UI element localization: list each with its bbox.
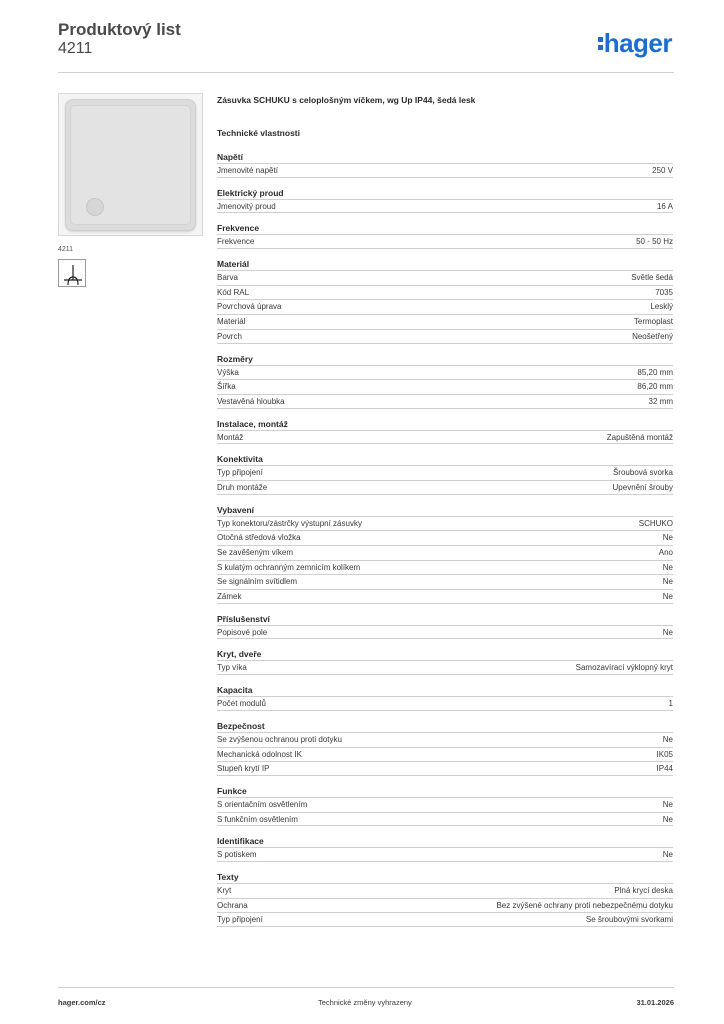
- spec-row: [217, 329, 673, 344]
- image-caption: 4211: [58, 246, 74, 253]
- section-title: Identifikace: [217, 836, 264, 847]
- spec-row: [217, 314, 673, 329]
- spec-value: Lesklý: [650, 302, 673, 312]
- spec-label: Ochrana: [217, 900, 248, 910]
- spec-label: Se zvýšenou ochranou proti dotyku: [217, 734, 342, 744]
- spec-label: Povrch: [217, 331, 242, 341]
- spec-value: 50 - 50 Hz: [636, 237, 673, 247]
- spec-row: [217, 163, 673, 178]
- spec-value: Světle šedá: [631, 273, 673, 283]
- spec-value: Ne: [662, 814, 673, 824]
- spec-label: S potiskem: [217, 850, 257, 860]
- spec-row: [217, 732, 673, 747]
- spec-label: Výška: [217, 367, 239, 377]
- spec-label: S kulatým ochranným zemnicím kolíkem: [217, 562, 361, 572]
- spec-section: [217, 453, 673, 494]
- specification-column: [217, 95, 673, 927]
- section-title: Vybavení: [217, 504, 255, 515]
- footer-divider: [58, 987, 674, 988]
- spec-row: [217, 199, 673, 214]
- section-title: Funkce: [217, 785, 247, 796]
- spec-row: [217, 285, 673, 300]
- spec-value: Ne: [662, 592, 673, 602]
- document-title: Produktový list: [58, 20, 181, 39]
- spec-row: [217, 379, 673, 394]
- spec-value: 85,20 mm: [637, 367, 673, 377]
- socket-cable-hole: [86, 198, 104, 216]
- spec-label: Popisové pole: [217, 627, 268, 637]
- section-title: Napětí: [217, 152, 243, 162]
- spec-section: [217, 353, 673, 409]
- spec-row: [217, 270, 673, 285]
- section-title: Elektrický proud: [217, 187, 284, 198]
- spec-row: [217, 560, 673, 575]
- spec-label: Se zavěšeným víkem: [217, 548, 294, 557]
- footer-website: hager.com/cz: [58, 998, 106, 1007]
- document-subtitle: 4211: [58, 40, 93, 57]
- spec-value: Ne: [662, 734, 673, 744]
- spec-value: IP44: [656, 764, 673, 774]
- spec-value: 86,20 mm: [637, 382, 673, 392]
- spec-label: S orientačním osvětlením: [217, 799, 308, 809]
- header-divider: [58, 72, 674, 73]
- product-image: [58, 93, 203, 236]
- spec-section: [217, 720, 673, 776]
- spec-row: [217, 234, 673, 249]
- logo-text: hager: [603, 28, 672, 58]
- footer-notice: Technické změny vyhrazeny: [318, 998, 412, 1007]
- spec-label: S funkčním osvětlením: [217, 814, 298, 824]
- spec-value: Se šroubovými svorkami: [585, 915, 673, 925]
- spec-row: [217, 530, 673, 545]
- spec-value: 32 mm: [648, 396, 673, 406]
- spec-label: Se signálním svítidlem: [217, 577, 298, 587]
- section-title: Rozměry: [217, 353, 253, 364]
- spec-section: [217, 222, 673, 249]
- spec-row: [217, 589, 673, 604]
- socket-symbol-icon: [58, 259, 86, 287]
- spec-section: [217, 187, 673, 214]
- logo-colon-icon: [598, 34, 603, 53]
- spec-row: [217, 696, 673, 711]
- spec-label: Otočná středová vložka: [217, 533, 301, 543]
- spec-value: IK05: [656, 749, 673, 759]
- spec-section: [217, 684, 673, 711]
- spec-label: Šířka: [217, 382, 236, 392]
- spec-label: Typ připojení: [217, 915, 263, 925]
- spec-row: [217, 883, 673, 898]
- spec-label: Druh montáže: [217, 482, 268, 492]
- spec-section: [217, 648, 673, 675]
- spec-value: Bez zvýšené ochrany proti nebezpečnému dotyku: [496, 900, 673, 910]
- spec-value: 16 A: [656, 201, 673, 211]
- spec-value: Plná krycí deska: [614, 885, 673, 895]
- section-title: Konektivita: [217, 454, 263, 465]
- spec-value: Ne: [662, 562, 673, 572]
- spec-row: [217, 516, 673, 531]
- spec-value: Ne: [662, 533, 673, 543]
- section-title: Kryt, dveře: [217, 649, 262, 660]
- spec-row: [217, 912, 673, 927]
- section-title: Instalace, montáž: [217, 418, 288, 429]
- spec-section: [217, 835, 673, 862]
- spec-row: [217, 480, 673, 495]
- spec-value: Ne: [662, 799, 673, 809]
- spec-value: Ne: [662, 577, 673, 587]
- spec-value: Zapuštěná montáž: [606, 432, 673, 442]
- spec-label: Barva: [217, 273, 238, 283]
- spec-row: [217, 299, 673, 314]
- spec-row: [217, 545, 673, 560]
- hager-logo: [598, 28, 672, 59]
- spec-value: 7035: [655, 287, 673, 297]
- spec-value: Šroubová svorka: [612, 468, 673, 478]
- footer-date: 31.01.2026: [636, 998, 674, 1007]
- spec-value: Upevnění šrouby: [612, 482, 673, 492]
- spec-label: Materiál: [217, 317, 246, 327]
- spec-label: Kryt: [217, 885, 232, 895]
- spec-label: Montáž: [217, 432, 244, 442]
- spec-label: Stupeň krytí IP: [217, 764, 270, 774]
- spec-value: 250 V: [652, 166, 673, 175]
- spec-section: [217, 785, 673, 826]
- spec-value: Samozavírací výklopný kryt: [575, 663, 673, 673]
- section-title: Texty: [217, 871, 239, 882]
- page-header: [58, 20, 674, 70]
- spec-value: Ne: [662, 850, 673, 860]
- section-title: Materiál: [217, 259, 250, 270]
- spec-label: Mechanická odolnost IK: [217, 749, 302, 759]
- spec-row: [217, 394, 673, 409]
- spec-label: Typ připojení: [217, 468, 263, 478]
- section-title: Kapacita: [217, 685, 253, 696]
- spec-value: Termoplast: [633, 317, 673, 327]
- spec-section: [217, 151, 673, 178]
- spec-row: [217, 898, 673, 913]
- spec-row: [217, 747, 673, 762]
- spec-label: Frekvence: [217, 237, 255, 247]
- spec-row: [217, 625, 673, 640]
- spec-section: [217, 418, 673, 445]
- spec-value: Ano: [658, 548, 673, 557]
- spec-row: [217, 847, 673, 862]
- spec-label: Kód RAL: [217, 287, 250, 297]
- spec-value: 1: [668, 699, 673, 709]
- spec-label: Typ víka: [217, 663, 247, 673]
- section-title: Bezpečnost: [217, 720, 265, 731]
- spec-label: Typ konektoru/zástrčky výstupní zásuvky: [217, 518, 362, 528]
- spec-row: [217, 465, 673, 480]
- technical-properties-title: Technické vlastnosti: [217, 128, 300, 138]
- spec-row: [217, 430, 673, 445]
- spec-label: Zámek: [217, 592, 242, 602]
- spec-row: [217, 812, 673, 827]
- product-media: [58, 93, 203, 287]
- spec-value: Ne: [662, 627, 673, 637]
- product-name: Zásuvka SCHUKU s celoplošným víčkem, wg Up IP44, šedá lesk: [217, 95, 476, 105]
- spec-label: Jmenovitý proud: [217, 201, 276, 211]
- spec-section: [217, 258, 673, 343]
- spec-section: [217, 613, 673, 640]
- section-title: Frekvence: [217, 223, 260, 234]
- spec-label: Vestavěná hloubka: [217, 396, 285, 406]
- spec-row: [217, 660, 673, 675]
- spec-row: [217, 761, 673, 776]
- spec-row: [217, 574, 673, 589]
- spec-value: SCHUKO: [638, 518, 673, 528]
- spec-row: [217, 797, 673, 812]
- spec-label: Povrchová úprava: [217, 302, 282, 312]
- spec-section: [217, 871, 673, 927]
- section-title: Příslušenství: [217, 613, 270, 624]
- spec-label: Počet modulů: [217, 699, 266, 709]
- spec-value: Neošetřený: [632, 331, 673, 341]
- spec-section: [217, 504, 673, 604]
- spec-sections: [217, 151, 673, 927]
- spec-row: [217, 365, 673, 380]
- socket-body: [65, 99, 196, 231]
- spec-label: Jmenovité napětí: [217, 166, 278, 175]
